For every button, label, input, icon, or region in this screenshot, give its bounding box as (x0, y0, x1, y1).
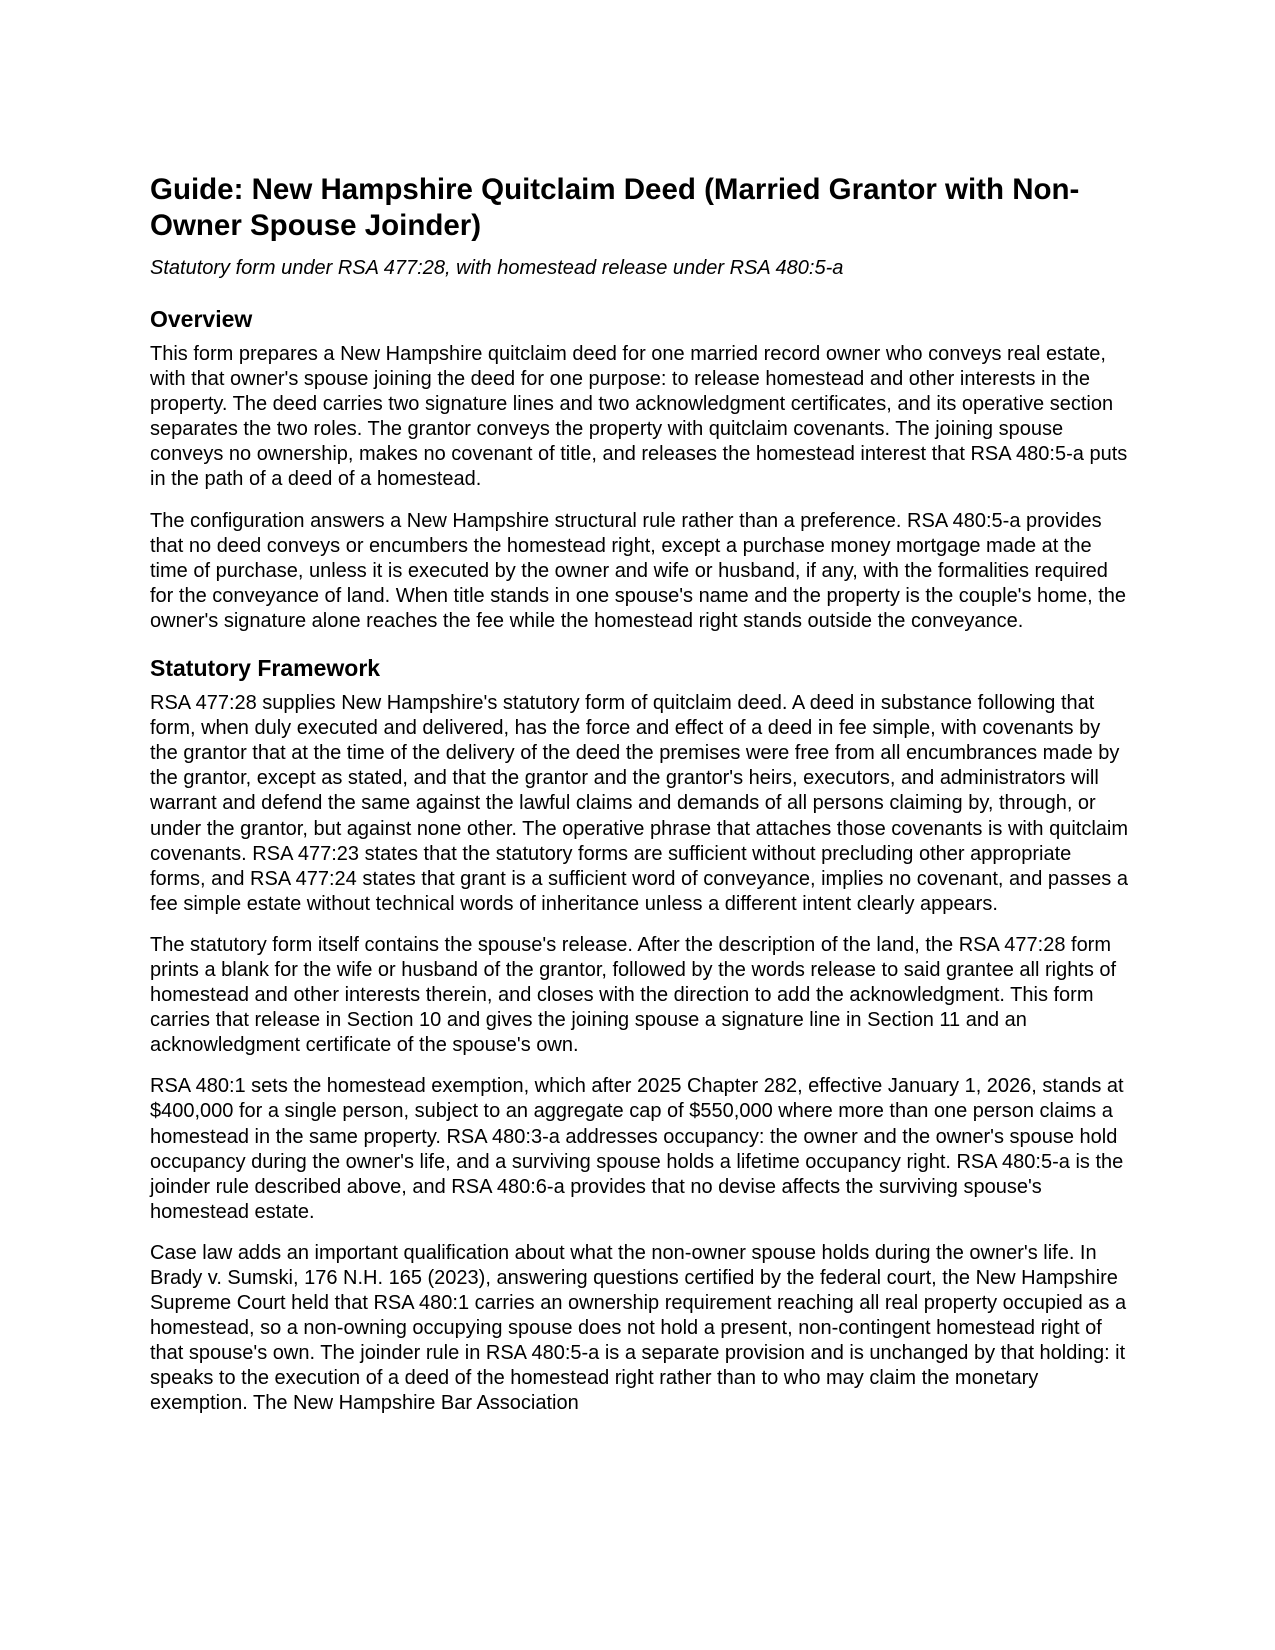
framework-paragraph-3: RSA 480:1 sets the homestead exemption, which after 2025 Chapter 282, effective January 1, 2026, stands at $400,000 for a single person, subject to an aggregate cap of $550,000 where more than one person claims a homestead in the same property. RSA 480:3-a addresses occupancy: the owner and the owner's spouse hold occupancy during the owner's life, and a surviving spouse holds a lifetime occupancy right. RSA 480:5-a is the joinder rule described above, and RSA 480:6-a provides that no devise affects the surviving spouse's homestead estate. (150, 1075, 1124, 1223)
overview-paragraph-2: The configuration answers a New Hampshire structural rule rather than a preference. RSA 480:5-a provides that no deed conveys or encumbers the homestead right, except a purchase money mortgage made at the time of purchase, unless it is executed by the owner and wife or husband, if any, with the formalities required for the conveyance of land. When title stands in one spouse's name and the property is the couple's home, the owner's signature alone reaches the fee while the homestead right stands outside the conveyance. (150, 509, 1127, 632)
framework-paragraph-1: RSA 477:28 supplies New Hampshire's statutory form of quitclaim deed. A deed in substance following that form, when duly executed and delivered, has the force and effect of a deed in fee simple, with covenants by the grantor that at the time of the delivery of the deed the premises were free from all encumbrances made by the grantor, except as stated, and that the grantor and the grantor's heirs, executors, and administrators will warrant and defend the same against the lawful claims and demands of all persons claiming by, through, or under the grantor, but against none other. The operative phrase that attaches those covenants is with quitclaim covenants. RSA 477:23 states that the statutory forms are sufficient without precluding other appropriate forms, and RSA 477:24 states that grant is a sufficient word of conveyance, implies no covenant, and passes a fee simple estate without technical words of inheritance unless a different intent clearly appears. (150, 692, 1129, 915)
framework-paragraph-4: Case law adds an important qualification about what the non-owner spouse holds during the owner's life. In Brady v. Sumski, 176 N.H. 165 (2023), answering questions certified by the federal court, the New Hampshire Supreme Court held that RSA 480:1 carries an ownership requirement reaching all real property occupied as a homestead, so a non-owning occupying spouse does not hold a present, non-contingent homestead right of that spouse's own. The joinder rule in RSA 480:5-a is a separate provision and is unchanged by that holding: it speaks to the execution of a deed of the homestead right rather than to who may claim the monetary exemption. The New Hampshire Bar Association (150, 1241, 1127, 1415)
overview-paragraph-1: This form prepares a New Hampshire quitclaim deed for one married record owner who conveys real estate, with that owner's spouse joining the deed for one purpose: to release homestead and other interests in the property. The deed carries two signature lines and two acknowledgment certificates, and its operative section separates the two roles. The grantor conveys the property with quitclaim covenants. The joining spouse conveys no ownership, makes no covenant of title, and releases the homestead interest that RSA 480:5-a puts in the path of a deed of a homestead. (150, 343, 1128, 491)
document-page (150, 172, 1130, 1417)
document-subtitle: Statutory form under RSA 477:28, with homestead release under RSA 480:5-a (150, 257, 844, 279)
section-heading-statutory-framework: Statutory Framework (150, 655, 381, 682)
section-heading-overview: Overview (150, 306, 253, 332)
document-title: Guide: New Hampshire Quitclaim Deed (Married Grantor with Non-Owner Spouse Joinder) (150, 173, 1080, 242)
framework-paragraph-2: The statutory form itself contains the spouse's release. After the description of the land, the RSA 477:28 form prints a blank for the wife or husband of the grantor, followed by the words release to said grantee all rights of homestead and other interests therein, and closes with the direction to add the acknowledgment. This form carries that release in Section 10 and gives the joining spouse a signature line in Section 11 and an acknowledgment certificate of the spouse's own. (150, 933, 1117, 1057)
